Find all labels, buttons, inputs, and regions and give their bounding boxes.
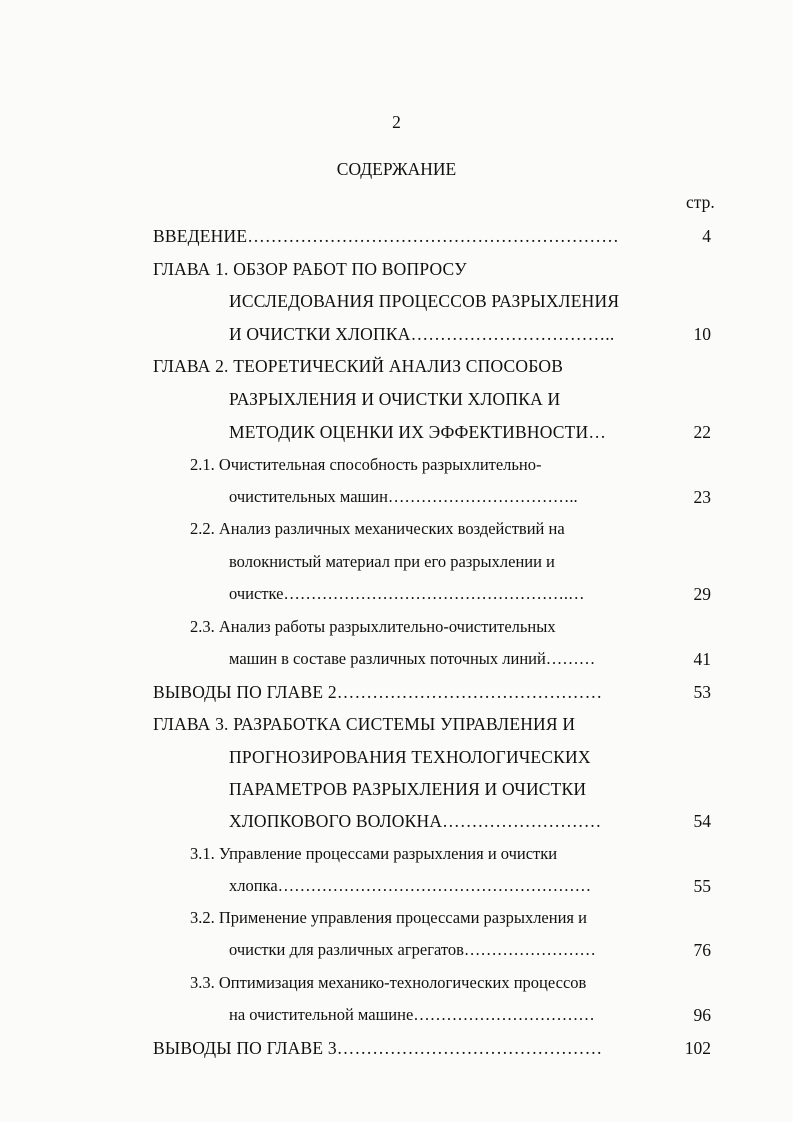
toc-entry-3-2-line-1: 3.2. Применение управления процессами разрыхления и — [190, 908, 587, 927]
toc-entry-2-2-page: 29 — [693, 584, 711, 604]
toc-entry-2-2-line-1: 2.2. Анализ различных механических воздействий на — [190, 519, 565, 538]
toc-entry-conclusions-3-line-1: ВЫВОДЫ ПО ГЛАВЕ 3……………………………………… — [153, 1038, 603, 1058]
pages-column-label: стр. — [686, 192, 715, 212]
toc-entry-chapter-1-line-2: ИССЛЕДОВАНИЯ ПРОЦЕССОВ РАЗРЫХЛЕНИЯ — [229, 291, 620, 311]
toc-entry-3-1-line-1: 3.1. Управление процессами разрыхления и очистки — [190, 844, 558, 863]
toc-entry-chapter-2-line-1: ГЛАВА 2. ТЕОРЕТИЧЕСКИЙ АНАЛИЗ СПОСОБОВ — [153, 356, 564, 376]
toc-entry-3-1-line-2: хлопка………………………………………………… — [229, 876, 592, 895]
toc-entry-2-3-line-1: 2.3. Анализ работы разрыхлительно-очистительных — [190, 617, 556, 636]
toc-entry-2-2-line-2: волокнистый материал при его разрыхлении и — [229, 552, 555, 571]
toc-entry-3-3-line-1: 3.3. Оптимизация механико-технологических процессов — [190, 973, 587, 992]
toc-entry-3-2-page: 76 — [693, 940, 711, 960]
toc-entry-2-1-line-1: 2.1. Очистительная способность разрыхлительно- — [190, 455, 542, 474]
toc-entry-2-3-line-2: машин в составе различных поточных линий……… — [229, 649, 596, 668]
page-number: 2 — [392, 112, 401, 132]
toc-entry-2-1-page: 23 — [693, 487, 711, 507]
toc-entry-chapter-3-line-4: ХЛОПКОВОГО ВОЛОКНА……………………… — [229, 811, 602, 831]
toc-entry-chapter-3-line-2: ПРОГНОЗИРОВАНИЯ ТЕХНОЛОГИЧЕСКИХ — [229, 747, 591, 767]
toc-entry-2-2-line-3: очистке…………………………………………….… — [229, 584, 585, 603]
toc-entry-3-3-page: 96 — [693, 1005, 711, 1025]
toc-entry-introduction-page: 4 — [702, 226, 711, 246]
toc-entry-chapter-3-line-3: ПАРАМЕТРОВ РАЗРЫХЛЕНИЯ И ОЧИСТКИ — [229, 779, 587, 799]
toc-entry-conclusions-3-page: 102 — [684, 1038, 711, 1058]
toc-entry-chapter-2-page: 22 — [693, 422, 711, 442]
toc-entry-2-3-page: 41 — [693, 649, 711, 669]
toc-entry-2-1-line-2: очистительных машин…………………………….. — [229, 487, 578, 506]
toc-entry-3-2-line-2: очистки для различных агрегатов…………………… — [229, 940, 596, 959]
toc-entry-chapter-3-page: 54 — [693, 811, 711, 831]
toc-entry-chapter-1-line-1: ГЛАВА 1. ОБЗОР РАБОТ ПО ВОПРОСУ — [153, 259, 467, 279]
toc-entry-chapter-3-line-1: ГЛАВА 3. РАЗРАБОТКА СИСТЕМЫ УПРАВЛЕНИЯ И — [153, 714, 576, 734]
toc-entry-chapter-2-line-2: РАЗРЫХЛЕНИЯ И ОЧИСТКИ ХЛОПКА И — [229, 389, 561, 409]
toc-entry-introduction-line-1: ВВЕДЕНИЕ……………………………………………………… — [153, 226, 619, 246]
toc-entry-chapter-1-line-3: И ОЧИСТКИ ХЛОПКА…………………………….. — [229, 324, 615, 344]
toc-entry-3-1-page: 55 — [693, 876, 711, 896]
toc-entry-chapter-1-page: 10 — [693, 324, 711, 344]
toc-entry-conclusions-2-page: 53 — [693, 682, 711, 702]
page-title: СОДЕРЖАНИЕ — [336, 159, 457, 179]
toc-entry-chapter-2-line-3: МЕТОДИК ОЦЕНКИ ИХ ЭФФЕКТИВНОСТИ… — [229, 422, 607, 442]
toc-entry-3-3-line-2: на очистительной машине…………………………… — [229, 1005, 595, 1024]
toc-entry-conclusions-2-line-1: ВЫВОДЫ ПО ГЛАВЕ 2……………………………………… — [153, 682, 603, 702]
